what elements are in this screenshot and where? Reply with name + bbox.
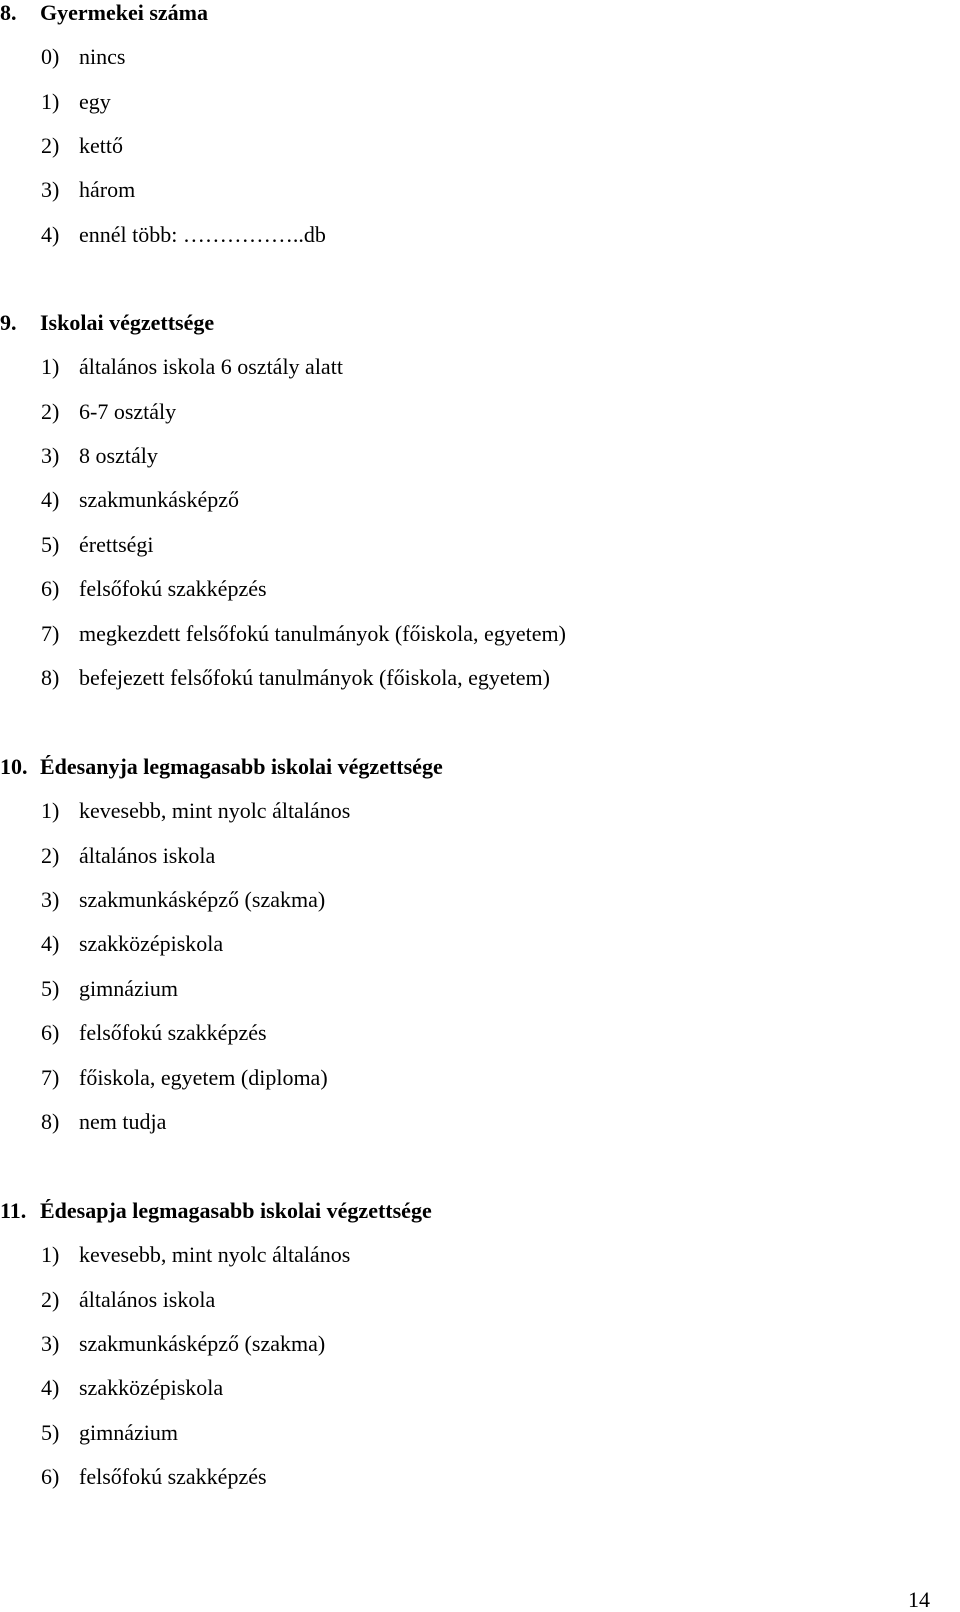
- answer-option: [41, 1287, 215, 1332]
- option-number: 7): [41, 621, 60, 646]
- option-text: szakmunkásképző (szakma): [79, 887, 326, 912]
- answer-option: [41, 222, 326, 267]
- answer-option: [41, 576, 267, 621]
- option-number: 4): [41, 487, 60, 512]
- option-text: gimnázium: [79, 976, 178, 1001]
- answer-option: [41, 532, 154, 577]
- answer-option: [41, 1020, 267, 1065]
- option-number: 2): [41, 399, 60, 424]
- option-number: 8): [41, 1109, 60, 1134]
- option-text: egy: [79, 89, 111, 114]
- answer-option: [41, 1464, 267, 1509]
- answer-option: [41, 887, 325, 932]
- answer-option: [41, 621, 566, 666]
- option-text: ennél több: ……………..db: [79, 222, 326, 247]
- option-text: általános iskola: [79, 1287, 216, 1312]
- option-text: szakmunkásképző (szakma): [79, 1331, 326, 1356]
- option-text: kettő: [79, 133, 123, 158]
- option-text: három: [79, 177, 136, 202]
- question-title: [0, 1198, 432, 1243]
- option-text: általános iskola 6 osztály alatt: [79, 354, 343, 379]
- option-number: 1): [41, 1242, 60, 1267]
- answer-option: [41, 487, 239, 532]
- answer-option: [41, 44, 125, 89]
- answer-option: [41, 443, 158, 488]
- option-text: főiskola, egyetem (diploma): [79, 1065, 328, 1090]
- option-number: 4): [41, 1375, 60, 1400]
- option-number: 4): [41, 931, 60, 956]
- option-number: 6): [41, 576, 60, 601]
- option-number: 7): [41, 1065, 60, 1090]
- answer-option: [41, 399, 176, 444]
- option-number: 3): [41, 443, 60, 468]
- option-text: 6-7 osztály: [79, 399, 177, 424]
- answer-option: [41, 133, 123, 178]
- answer-option: [41, 1375, 223, 1420]
- option-text: nem tudja: [79, 1109, 167, 1134]
- option-number: 1): [41, 798, 60, 823]
- option-number: 0): [41, 44, 60, 69]
- option-number: 5): [41, 532, 60, 557]
- option-text: gimnázium: [79, 1420, 178, 1445]
- question-text: Édesanyja legmagasabb iskolai végzettsége: [40, 754, 443, 779]
- option-number: 6): [41, 1020, 60, 1045]
- option-number: 3): [41, 1331, 60, 1356]
- question-title: [0, 754, 443, 799]
- option-text: felsőfokú szakképzés: [79, 1464, 267, 1489]
- answer-option: [41, 665, 550, 710]
- answer-option: [41, 931, 223, 976]
- option-number: 2): [41, 843, 60, 868]
- answer-option: [41, 89, 111, 134]
- option-number: 3): [41, 177, 60, 202]
- answer-option: [41, 1065, 328, 1110]
- option-number: 2): [41, 1287, 60, 1312]
- option-text: kevesebb, mint nyolc általános: [79, 798, 351, 823]
- question-number: 11.: [0, 1198, 27, 1223]
- option-text: megkezdett felsőfokú tanulmányok (főiskola, egyetem): [79, 621, 566, 646]
- option-text: szakmunkásképző: [79, 487, 240, 512]
- question-title: [0, 310, 214, 355]
- option-number: 5): [41, 976, 60, 1001]
- option-number: 3): [41, 887, 60, 912]
- question-number: 9.: [0, 310, 17, 335]
- option-number: 1): [41, 89, 60, 114]
- question-number: 8.: [0, 0, 17, 25]
- answer-option: [41, 1109, 166, 1154]
- option-text: nincs: [79, 44, 126, 69]
- option-text: általános iskola: [79, 843, 216, 868]
- option-number: 8): [41, 665, 60, 690]
- page-number: 14: [908, 1587, 930, 1612]
- question-text: Édesapja legmagasabb iskolai végzettsége: [40, 1198, 432, 1223]
- question-number: 10.: [0, 754, 28, 779]
- question-text: Iskolai végzettsége: [40, 310, 215, 335]
- option-text: szakközépiskola: [79, 931, 224, 956]
- option-number: 4): [41, 222, 60, 247]
- answer-option: [41, 798, 350, 843]
- option-number: 5): [41, 1420, 60, 1445]
- answer-option: [41, 976, 178, 1021]
- answer-option: [41, 1420, 178, 1465]
- option-text: befejezett felsőfokú tanulmányok (főiskola, egyetem): [79, 665, 550, 690]
- option-number: 2): [41, 133, 60, 158]
- question-text: Gyermekei száma: [40, 0, 208, 25]
- option-number: 1): [41, 354, 60, 379]
- option-text: kevesebb, mint nyolc általános: [79, 1242, 351, 1267]
- answer-option: [41, 1331, 325, 1376]
- option-number: 6): [41, 1464, 60, 1489]
- answer-option: [41, 843, 215, 888]
- answer-option: [41, 1242, 350, 1287]
- option-text: 8 osztály: [79, 443, 158, 468]
- answer-option: [41, 354, 343, 399]
- answer-option: [41, 177, 135, 222]
- option-text: felsőfokú szakképzés: [79, 1020, 267, 1045]
- option-text: érettségi: [79, 532, 154, 557]
- option-text: felsőfokú szakképzés: [79, 576, 267, 601]
- option-text: szakközépiskola: [79, 1375, 224, 1400]
- question-title: [0, 0, 208, 45]
